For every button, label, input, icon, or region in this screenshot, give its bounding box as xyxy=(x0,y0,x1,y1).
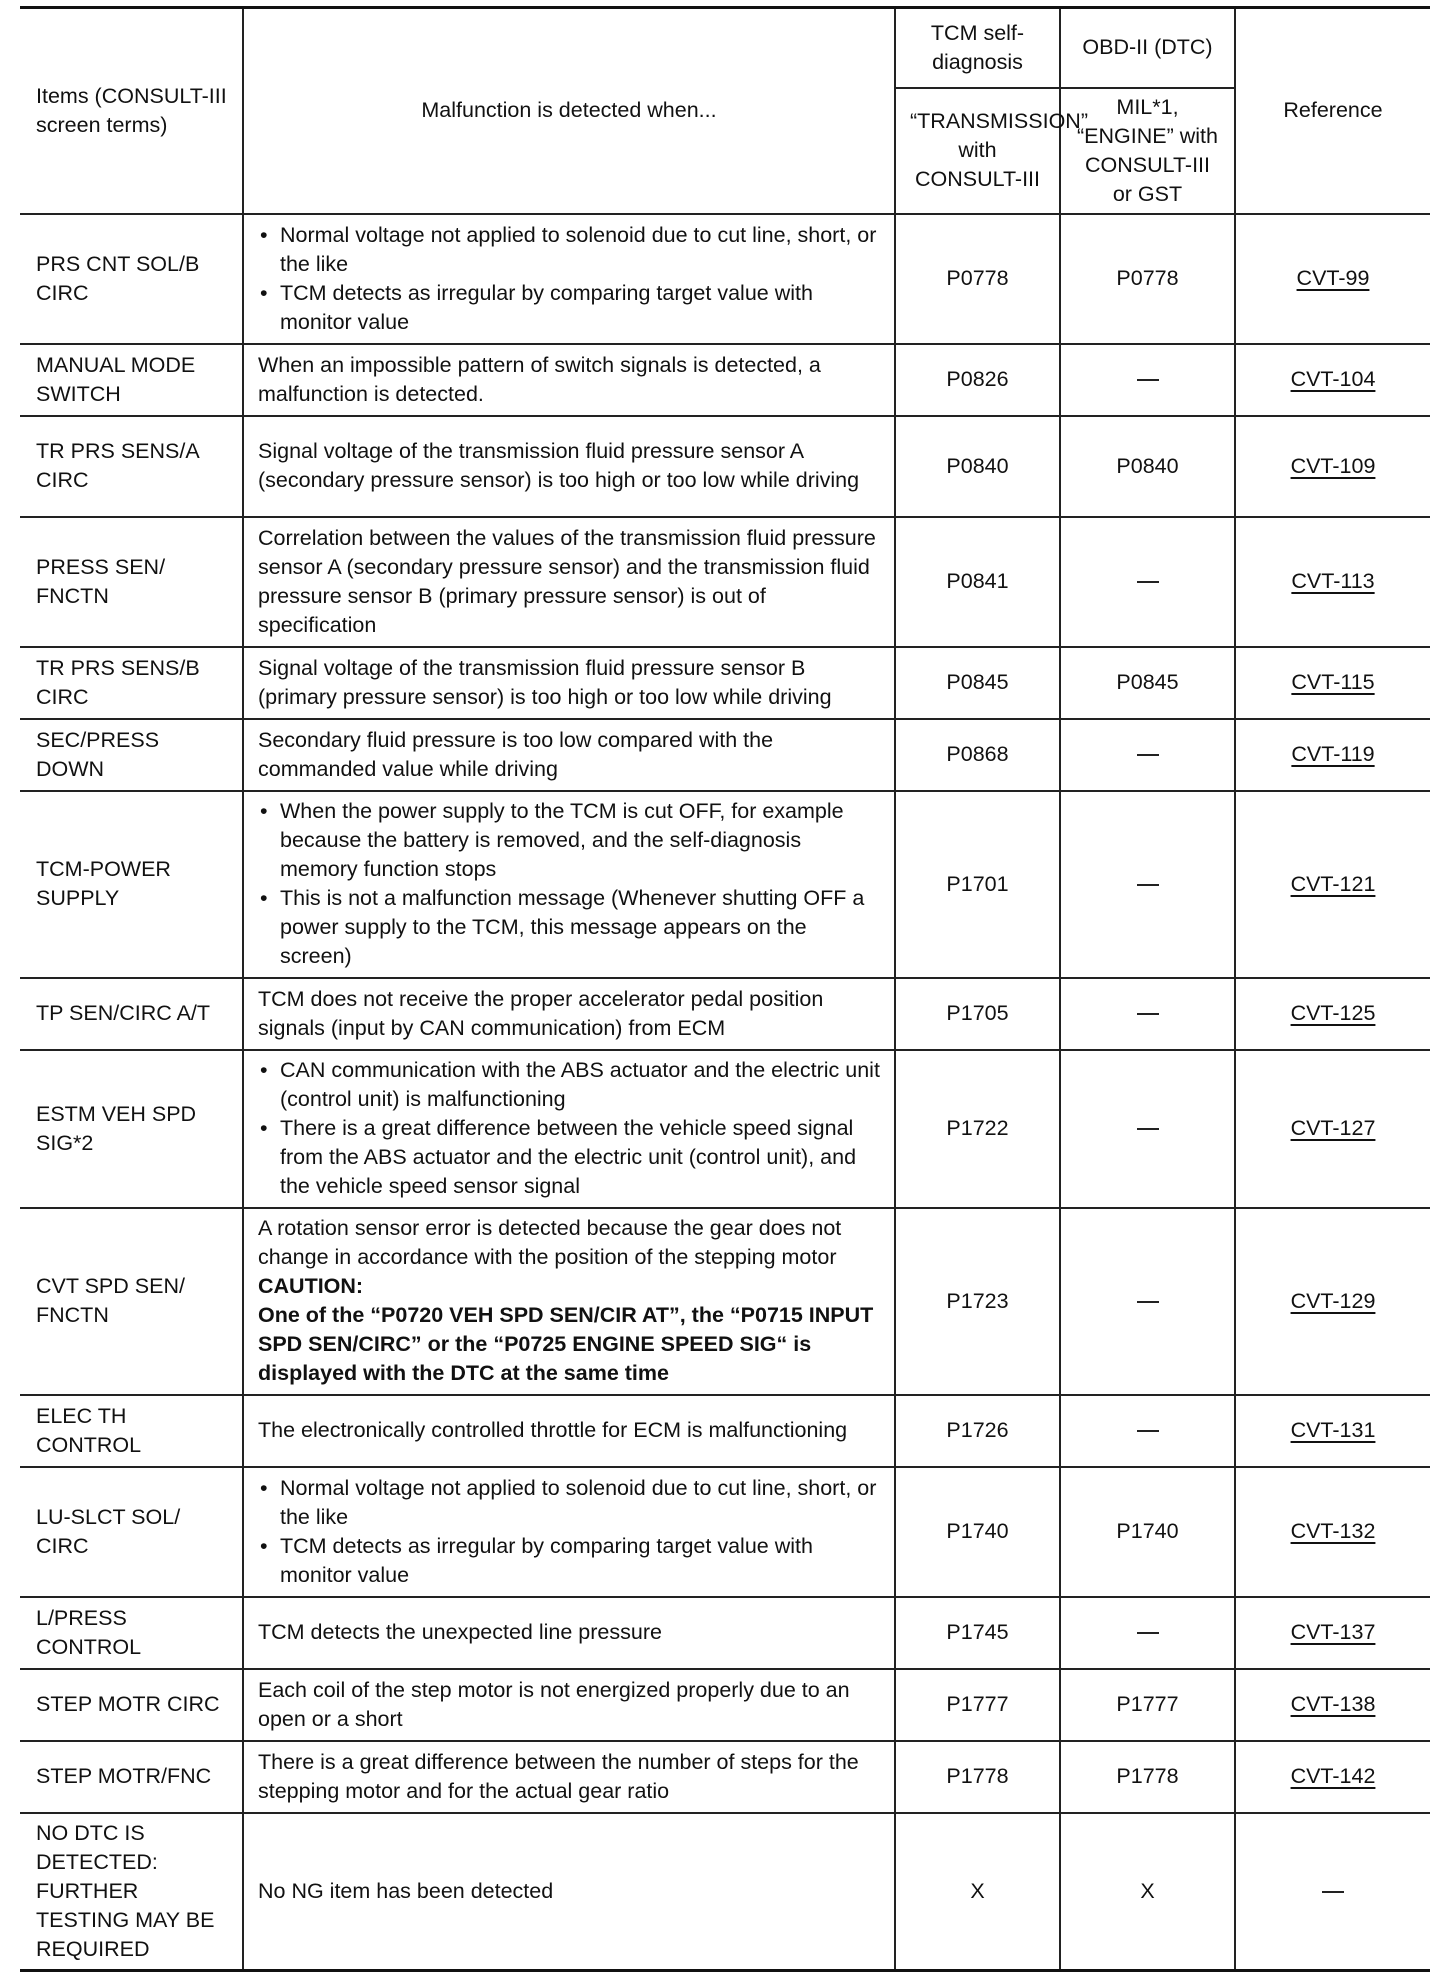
malfunction-cell xyxy=(243,719,895,791)
tcm-dtc-cell: P1726 xyxy=(895,1395,1060,1467)
malfunction-text: Signal voltage of the transmission fluid pressure sensor A (secondary pressure sensor) is too high or too low while driving xyxy=(258,439,860,492)
table-row xyxy=(20,1050,1430,1208)
table-row xyxy=(20,719,1430,791)
malfunction-cell xyxy=(243,416,895,517)
item-cell: SEC/PRESS DOWN xyxy=(20,719,243,791)
reference-link[interactable]: CVT-104 xyxy=(1290,367,1376,391)
tcm-dtc-cell: P1701 xyxy=(895,791,1060,978)
tcm-dtc-cell: P0778 xyxy=(895,214,1060,344)
malfunction-cell xyxy=(243,214,895,344)
malfunction-list xyxy=(258,797,880,971)
reference-link[interactable]: CVT-99 xyxy=(1296,266,1370,290)
table-row xyxy=(20,1208,1430,1395)
malfunction-cell xyxy=(243,1050,895,1208)
header-obd2: OBD-II (DTC) xyxy=(1060,8,1235,88)
reference-cell xyxy=(1235,647,1430,719)
reference-cell xyxy=(1235,1741,1430,1813)
malfunction-cell xyxy=(243,1208,895,1395)
tcm-dtc-cell: P1778 xyxy=(895,1741,1060,1813)
reference-link[interactable]: CVT-113 xyxy=(1291,569,1375,593)
item-cell: TP SEN/CIRC A/T xyxy=(20,978,243,1050)
obd-dtc-cell: P1740 xyxy=(1060,1467,1235,1597)
malfunction-cell xyxy=(243,1669,895,1741)
obd-dtc-cell xyxy=(1060,1597,1235,1669)
malfunction-list xyxy=(258,221,880,337)
table-row xyxy=(20,1597,1430,1669)
item-cell: CVT SPD SEN/ FNCTN xyxy=(20,1208,243,1395)
obd-dash xyxy=(1137,1013,1159,1015)
tcm-dtc-cell: P1723 xyxy=(895,1208,1060,1395)
malfunction-text: Secondary fluid pressure is too low compared with the commanded value while driving xyxy=(258,727,774,781)
obd-dtc-cell xyxy=(1060,1395,1235,1467)
obd-dtc-cell xyxy=(1060,978,1235,1050)
header-malfunction: Malfunction is detected when... xyxy=(243,8,895,214)
obd-dtc-cell: P1778 xyxy=(1060,1741,1235,1813)
tcm-dtc-cell: P0868 xyxy=(895,719,1060,791)
malfunction-cell xyxy=(243,1813,895,1971)
malfunction-cell xyxy=(243,517,895,647)
reference-cell xyxy=(1235,214,1430,344)
header-tcm-self-diagnosis: TCM self-diagnosis xyxy=(895,8,1060,88)
reference-cell xyxy=(1235,978,1430,1050)
tcm-dtc-cell: P1722 xyxy=(895,1050,1060,1208)
tcm-dtc-cell: P1740 xyxy=(895,1467,1060,1597)
malfunction-bullet: • TCM detects as irregular by comparing target value with monitor value xyxy=(258,1532,880,1590)
item-cell: PRESS SEN/ FNCTN xyxy=(20,517,243,647)
malfunction-list xyxy=(258,1056,880,1201)
reference-link[interactable]: CVT-129 xyxy=(1290,1288,1376,1313)
tcm-dtc-cell: P1705 xyxy=(895,978,1060,1050)
table-row xyxy=(20,1395,1430,1467)
item-cell: TR PRS SENS/B CIRC xyxy=(20,647,243,719)
table-row xyxy=(20,517,1430,647)
reference-cell xyxy=(1235,344,1430,416)
reference-dash xyxy=(1322,1891,1344,1893)
obd-dtc-cell xyxy=(1060,1050,1235,1208)
tcm-dtc-cell: P0845 xyxy=(895,647,1060,719)
table-row xyxy=(20,344,1430,416)
reference-link[interactable]: CVT-115 xyxy=(1291,670,1375,694)
malfunction-bullet: • When the power supply to the TCM is cut OFF, for example because the battery is removed, and the self-diagnosis memory function stops xyxy=(258,797,880,884)
obd-dash xyxy=(1137,1128,1159,1130)
malfunction-cell xyxy=(243,1597,895,1669)
item-cell: L/PRESS CONTROL xyxy=(20,1597,243,1669)
reference-link[interactable]: CVT-137 xyxy=(1290,1620,1376,1644)
tcm-dtc-cell: X xyxy=(895,1813,1060,1971)
malfunction-text: No NG item has been detected xyxy=(258,1878,554,1903)
reference-link[interactable]: CVT-142 xyxy=(1290,1764,1376,1788)
table-row xyxy=(20,978,1430,1050)
reference-link[interactable]: CVT-125 xyxy=(1290,1001,1376,1025)
header-row-1 xyxy=(20,8,1430,88)
malfunction-cell xyxy=(243,791,895,978)
item-cell: STEP MOTR/FNC xyxy=(20,1741,243,1813)
malfunction-cell xyxy=(243,647,895,719)
obd-dash xyxy=(1137,379,1159,381)
obd-dash xyxy=(1137,1301,1159,1303)
caution-text: One of the “P0720 VEH SPD SEN/CIR AT”, the “P0715 INPUT SPD SEN/CIRC” or the “P0725 ENGINE SPEED SIG“ is displayed with the DTC at the same time xyxy=(258,1303,874,1385)
item-cell: PRS CNT SOL/B CIRC xyxy=(20,214,243,344)
reference-cell xyxy=(1235,1208,1430,1395)
malfunction-bullet: • TCM detects as irregular by comparing target value with monitor value xyxy=(258,279,880,337)
table-body xyxy=(20,214,1430,1971)
malfunction-text: TCM detects the unexpected line pressure xyxy=(258,1620,662,1644)
table-row xyxy=(20,647,1430,719)
obd-dash xyxy=(1137,1430,1159,1432)
reference-cell xyxy=(1235,1395,1430,1467)
reference-link[interactable]: CVT-131 xyxy=(1290,1418,1376,1442)
reference-link[interactable]: CVT-121 xyxy=(1290,871,1376,896)
obd-dtc-cell: P1777 xyxy=(1060,1669,1235,1741)
malfunction-list xyxy=(258,1474,880,1590)
obd-dtc-cell xyxy=(1060,791,1235,978)
reference-link[interactable]: CVT-132 xyxy=(1290,1519,1376,1543)
table-row xyxy=(20,1813,1430,1971)
malfunction-bullet: • Normal voltage not applied to solenoid due to cut line, short, or the like xyxy=(258,1474,880,1532)
malfunction-cell xyxy=(243,344,895,416)
obd-dtc-cell: P0845 xyxy=(1060,647,1235,719)
header-reference: Reference xyxy=(1235,8,1430,214)
tcm-dtc-cell: P1777 xyxy=(895,1669,1060,1741)
obd-dtc-cell xyxy=(1060,517,1235,647)
reference-cell xyxy=(1235,719,1430,791)
malfunction-cell xyxy=(243,1467,895,1597)
malfunction-bullet: • CAN communication with the ABS actuator and the electric unit (control unit) is malfunctioning xyxy=(258,1056,880,1114)
obd-dtc-cell xyxy=(1060,719,1235,791)
item-cell: ESTM VEH SPD SIG*2 xyxy=(20,1050,243,1208)
item-cell: ELEC TH CONTROL xyxy=(20,1395,243,1467)
header-transmission-consult: “TRANSMISSION” with CONSULT-III xyxy=(895,88,1060,214)
reference-cell xyxy=(1235,517,1430,647)
malfunction-text: Correlation between the values of the transmission fluid pressure sensor A (secondary pressure sensor) and the transmission fluid pressure sensor B (primary pressure sensor) is out of specification xyxy=(258,525,876,637)
malfunction-text: A rotation sensor error is detected because the gear does not change in accordance with the position of the stepping motor xyxy=(258,1216,842,1269)
reference-cell xyxy=(1235,791,1430,978)
reference-link[interactable]: CVT-127 xyxy=(1290,1116,1376,1140)
malfunction-text: Each coil of the step motor is not energized properly due to an open or a short xyxy=(258,1677,850,1731)
malfunction-bullet: • This is not a malfunction message (Whenever shutting OFF a power supply to the TCM, this message appears on the screen) xyxy=(258,884,880,971)
malfunction-bullet: • There is a great difference between the vehicle speed signal from the ABS actuator and the electric unit (control unit), and the vehicle speed sensor signal xyxy=(258,1114,880,1201)
obd-dash xyxy=(1137,884,1159,886)
reference-cell xyxy=(1235,416,1430,517)
item-cell: MANUAL MODE SWITCH xyxy=(20,344,243,416)
obd-dash xyxy=(1137,754,1159,756)
table-row xyxy=(20,1467,1430,1597)
reference-link[interactable]: CVT-109 xyxy=(1290,453,1376,478)
malfunction-text: The electronically controlled throttle for ECM is malfunctioning xyxy=(258,1418,848,1442)
reference-cell xyxy=(1235,1467,1430,1597)
malfunction-cell xyxy=(243,978,895,1050)
reference-link[interactable]: CVT-138 xyxy=(1290,1692,1376,1716)
obd-dtc-cell: X xyxy=(1060,1813,1235,1971)
malfunction-text: When an impossible pattern of switch signals is detected, a malfunction is detected. xyxy=(258,352,821,406)
obd-dtc-cell: P0778 xyxy=(1060,214,1235,344)
reference-cell xyxy=(1235,1597,1430,1669)
table-row xyxy=(20,1669,1430,1741)
table-row xyxy=(20,214,1430,344)
obd-dtc-cell xyxy=(1060,344,1235,416)
table-row xyxy=(20,1741,1430,1813)
reference-link[interactable]: CVT-119 xyxy=(1291,742,1375,766)
tcm-dtc-cell: P0826 xyxy=(895,344,1060,416)
malfunction-cell xyxy=(243,1395,895,1467)
malfunction-text: There is a great difference between the number of steps for the stepping motor and for the actual gear ratio xyxy=(258,1749,859,1803)
reference-cell xyxy=(1235,1050,1430,1208)
item-cell: NO DTC IS DETECTED: FURTHER TESTING MAY BE REQUIRED xyxy=(20,1813,243,1971)
obd-dtc-cell: P0840 xyxy=(1060,416,1235,517)
reference-cell xyxy=(1235,1669,1430,1741)
dtc-table xyxy=(20,6,1430,1972)
malfunction-cell xyxy=(243,1741,895,1813)
item-cell: TCM-POWER SUPPLY xyxy=(20,791,243,978)
item-cell: LU-SLCT SOL/ CIRC xyxy=(20,1467,243,1597)
obd-dash xyxy=(1137,1632,1159,1634)
malfunction-text: TCM does not receive the proper accelerator pedal position signals (input by CAN communication) from ECM xyxy=(258,986,824,1040)
header-mil-engine: MIL*1, “ENGINE” with CONSULT-III or GST xyxy=(1060,88,1235,214)
tcm-dtc-cell: P0841 xyxy=(895,517,1060,647)
malfunction-bullet: • Normal voltage not applied to solenoid due to cut line, short, or the like xyxy=(258,221,880,279)
item-cell: TR PRS SENS/A CIRC xyxy=(20,416,243,517)
caution-label: CAUTION: xyxy=(258,1274,364,1298)
obd-dash xyxy=(1137,581,1159,583)
tcm-dtc-cell: P1745 xyxy=(895,1597,1060,1669)
item-cell: STEP MOTR CIRC xyxy=(20,1669,243,1741)
table-row xyxy=(20,791,1430,978)
tcm-dtc-cell: P0840 xyxy=(895,416,1060,517)
table-row xyxy=(20,416,1430,517)
malfunction-text: Signal voltage of the transmission fluid pressure sensor B (primary pressure sensor) is too high or too low while driving xyxy=(258,655,832,709)
obd-dtc-cell xyxy=(1060,1208,1235,1395)
reference-cell xyxy=(1235,1813,1430,1971)
header-items: Items (CONSULT-III screen terms) xyxy=(20,8,243,214)
